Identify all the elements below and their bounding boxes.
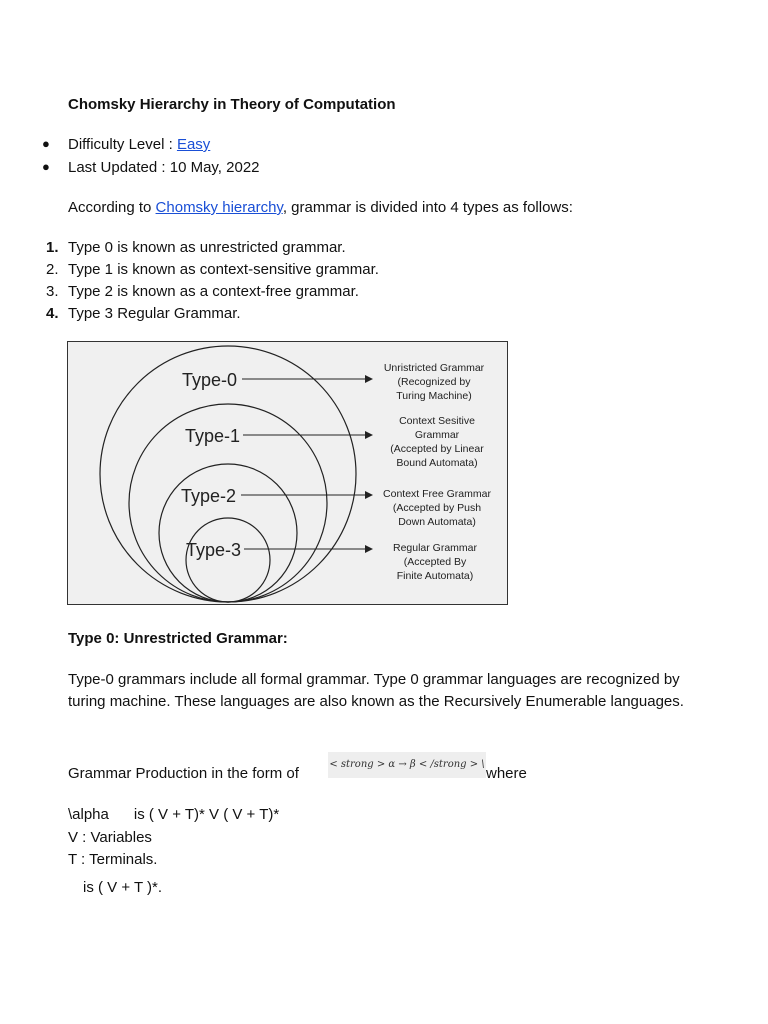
type-0-desc-line: Unristricted Grammar <box>383 362 485 374</box>
bullet-icon: ● <box>42 159 50 174</box>
type-1-desc-line: Context Sesitive <box>399 415 475 427</box>
type-1-desc-line: Grammar <box>414 429 460 441</box>
list-number: 4. <box>46 305 59 322</box>
chomsky-hierarchy-figure <box>67 341 508 605</box>
type-3-desc-line: (Accepted By <box>403 556 467 568</box>
types-list-item <box>46 305 241 322</box>
type-1-desc-line: Bound Automata) <box>396 457 478 469</box>
difficulty-link[interactable]: Easy <box>176 136 211 153</box>
intro-paragraph <box>68 199 573 216</box>
type-2-label: Type-2 <box>181 486 237 506</box>
page-title: Chomsky Hierarchy in Theory of Computation <box>68 96 396 113</box>
intro-text-after: , grammar is divided into 4 types as follows: <box>282 199 573 216</box>
list-text: Type 1 is known as context-sensitive grammar. <box>68 261 379 278</box>
type-2-desc-line: Down Automata) <box>398 516 476 528</box>
meta-updated <box>42 159 260 176</box>
difficulty-label: Difficulty Level : <box>68 136 177 153</box>
production-where: where <box>486 765 527 782</box>
type-2-circle <box>159 464 297 602</box>
section-heading: Type 0: Unrestricted Grammar: <box>68 630 288 647</box>
type-3-desc-line: Regular Grammar <box>392 542 478 554</box>
type-0-desc-line: Turing Machine) <box>396 390 472 402</box>
type-3-label: Type-3 <box>186 540 242 560</box>
type-3-desc-line: Finite Automata) <box>396 570 474 582</box>
section-paragraph: Type-0 grammars include all formal grammar. Type 0 grammar languages are recognized by turing machine. These languages are also known as the Recursively Enumerable languages. <box>68 671 684 710</box>
type-2-desc-line: (Accepted by Push <box>392 502 482 514</box>
production-formula-image: < strong > α → β < /strong > \ <box>328 752 486 778</box>
types-list-item <box>46 283 359 300</box>
list-text: Type 2 is known as a context-free grammar. <box>68 283 359 300</box>
list-number: 2. <box>46 261 59 278</box>
terminals-definition: T : Terminals. <box>68 851 158 868</box>
variables-definition: V : Variables <box>68 829 152 846</box>
hierarchy-diagram <box>68 342 507 604</box>
type-1-label: Type-1 <box>185 426 241 446</box>
chomsky-hierarchy-link[interactable]: Chomsky hierarchy <box>155 199 283 216</box>
alpha-definition: \alpha is ( V + T)* V ( V + T)* <box>68 806 280 823</box>
intro-text: According to <box>68 199 156 216</box>
list-number: 3. <box>46 283 59 300</box>
types-list-item <box>46 239 346 256</box>
production-label: Grammar Production in the form of <box>68 765 299 782</box>
updated-value: 10 May, 2022 <box>169 159 260 176</box>
types-list-item <box>46 261 379 278</box>
type-3-circle <box>186 518 270 602</box>
bullet-icon: ● <box>42 136 50 151</box>
list-text: Type 3 Regular Grammar. <box>68 305 241 322</box>
list-number: 1. <box>46 239 59 256</box>
list-text: Type 0 is known as unrestricted grammar. <box>68 239 346 256</box>
type-0-label: Type-0 <box>182 370 238 390</box>
meta-difficulty <box>42 136 211 153</box>
type-2-desc-line: Context Free Grammar <box>383 488 491 500</box>
type-0-desc-line: (Recognized by <box>397 376 471 388</box>
beta-definition: is ( V + T )*. <box>83 879 163 896</box>
type-1-desc-line: (Accepted by Linear <box>390 443 484 455</box>
updated-label: Last Updated : <box>68 159 170 176</box>
